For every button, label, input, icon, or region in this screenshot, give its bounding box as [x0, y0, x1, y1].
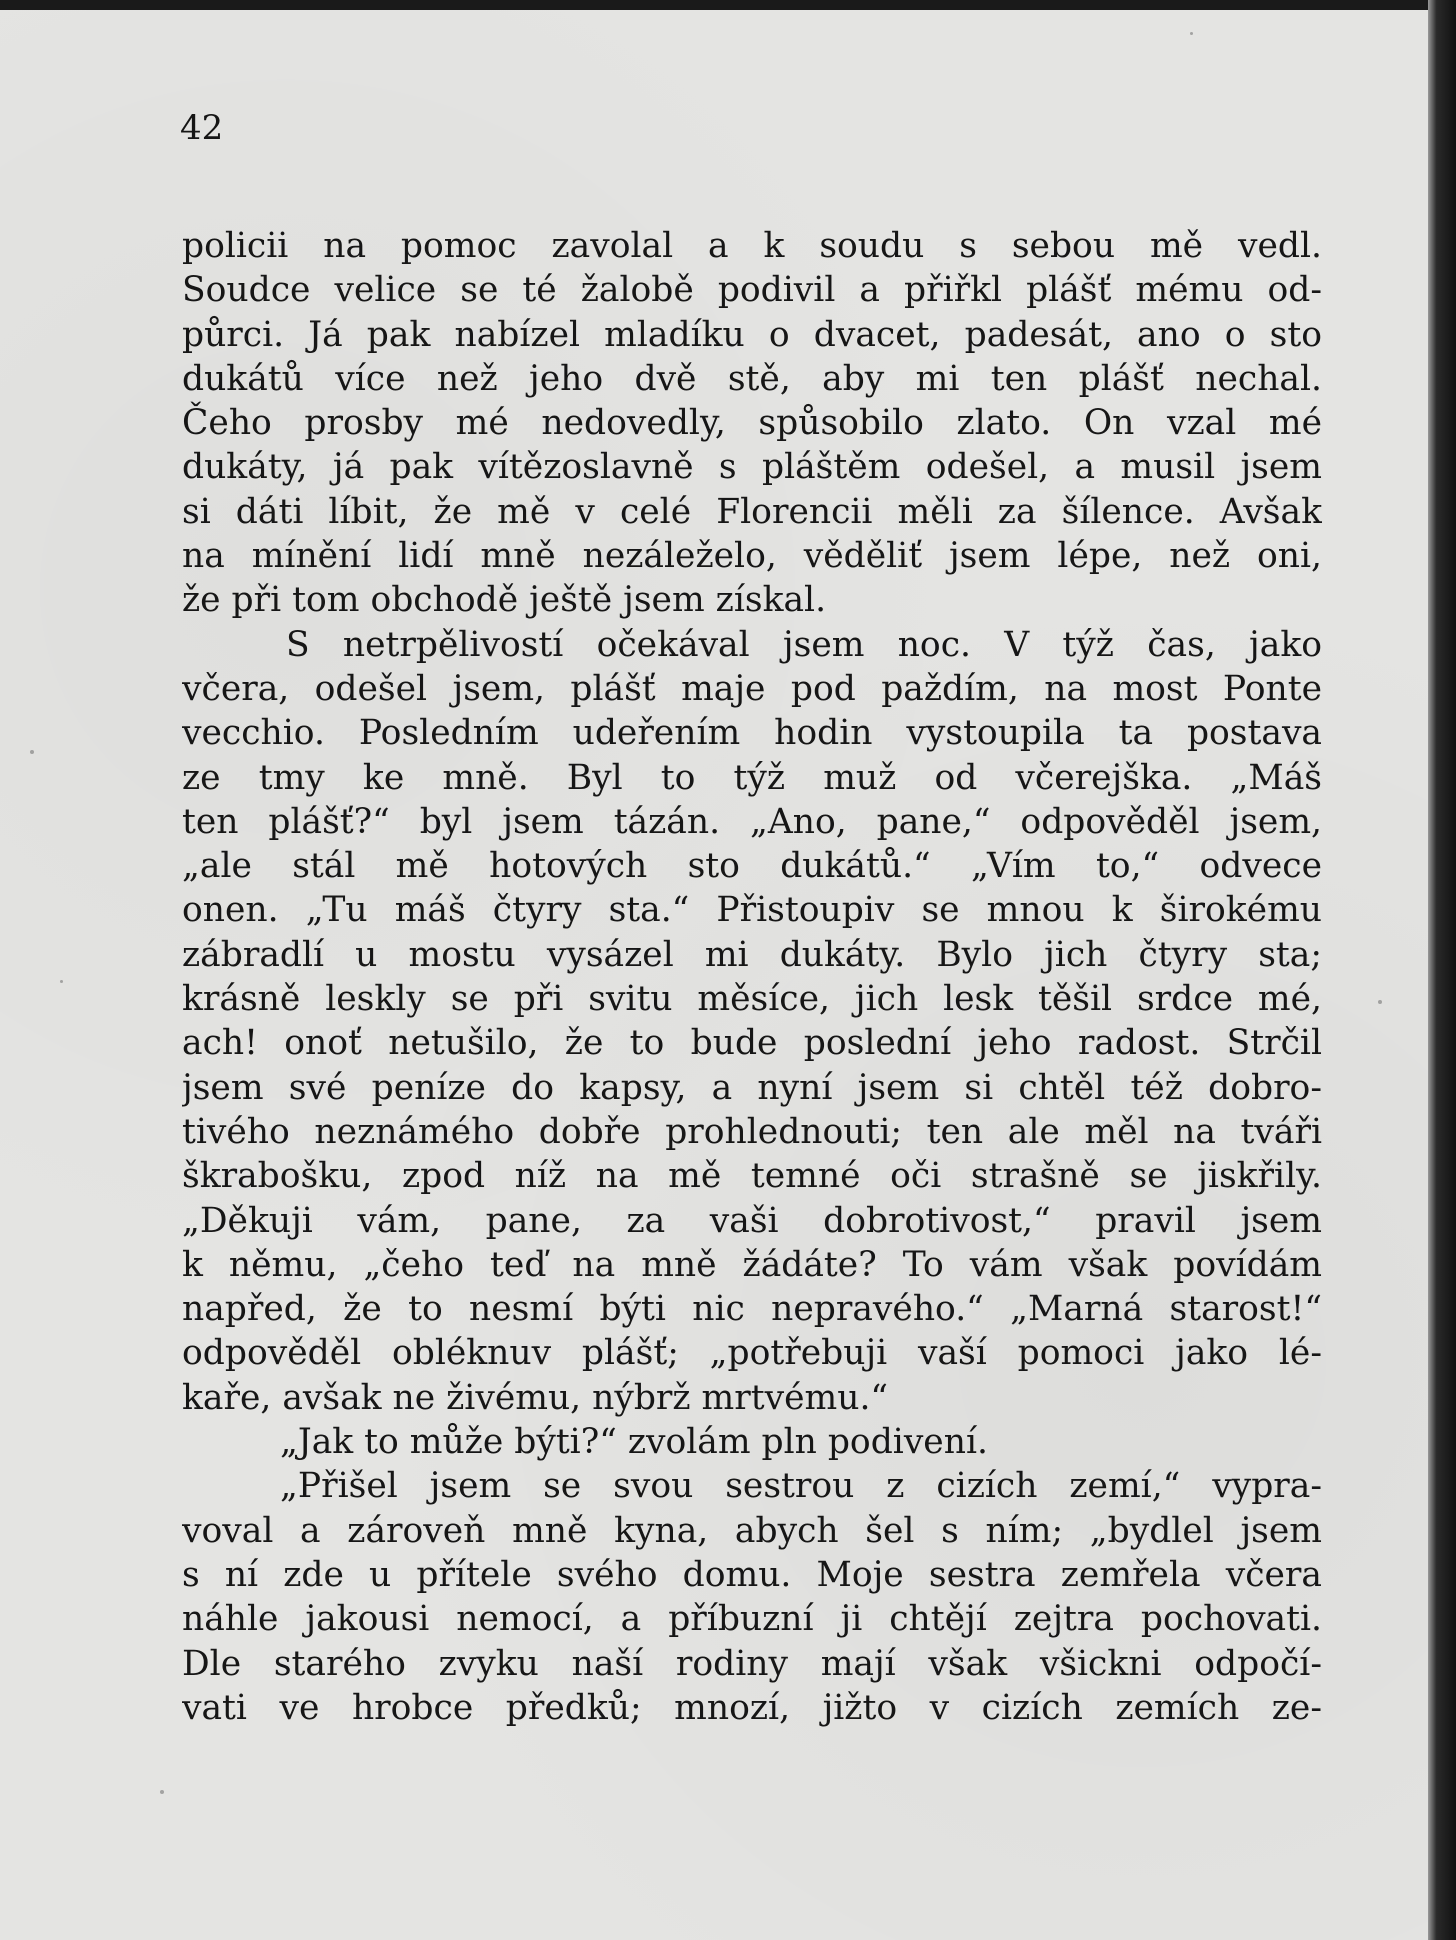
text-line: kaře, avšak ne živému, nýbrž mrtvému.“: [182, 1377, 889, 1418]
text-line: s ní zde u přítele svého domu. Moje sestra zemřela včera: [182, 1554, 1322, 1595]
text-line: půrci. Já pak nabízel mladíku o dvacet, padesát, ano o sto: [182, 314, 1322, 355]
text-line: „Přišel jsem se svou sestrou z cizích zemí,“ vypra-: [280, 1466, 1322, 1507]
text-line: krásně leskly se při svitu měsíce, jich lesk těšil srdce mé,: [182, 979, 1322, 1020]
page-number: 42: [180, 108, 224, 148]
text-line: že při tom obchodě ještě jsem získal.: [182, 580, 827, 621]
text-line: odpověděl obléknuv plášť; „potřebuji vaší pomoci jako lé-: [182, 1333, 1322, 1374]
text-line: onen. „Tu máš čtyry sta.“ Přistoupiv se mnou k širokému: [182, 890, 1322, 931]
paper-speck: [1378, 1000, 1382, 1004]
text-line: na mínění lidí mně nezáleželo, věděliť jsem lépe, než oni,: [182, 536, 1322, 577]
page-edge-shadow: [1428, 0, 1456, 1940]
paper-speck: [1190, 32, 1193, 35]
text-line: jsem své peníze do kapsy, a nyní jsem si chtěl též dobro-: [182, 1067, 1322, 1108]
text-line: ze tmy ke mně. Byl to týž muž od včerejška. „Máš: [182, 757, 1322, 798]
book-page: [0, 10, 1428, 1940]
paper-speck: [60, 980, 63, 983]
text-line: škrabošku, zpod níž na mě temné oči strašně se jiskřily.: [182, 1156, 1322, 1197]
text-line: voval a zároveň mně kyna, abych šel s ním; „bydlel jsem: [182, 1510, 1322, 1551]
text-line: napřed, že to nesmí býti nic nepravého.“ „Marná starost!“: [182, 1289, 1322, 1330]
text-line: „Jak to může býti?“ zvolám pln podivení.: [280, 1422, 988, 1463]
text-line: „Děkuji vám, pane, za vaši dobrotivost,“ pravil jsem: [182, 1200, 1322, 1241]
text-line: Čeho prosby mé nedovedly, spůsobilo zlato. On vzal mé: [182, 403, 1322, 444]
text-line: Dle starého zvyku naší rodiny mají však všickni odpočí-: [182, 1643, 1322, 1684]
text-line: dukátů více než jeho dvě stě, aby mi ten plášť nechal.: [182, 358, 1322, 399]
text-line: policii na pomoc zavolal a k soudu s sebou mě vedl.: [182, 226, 1322, 266]
text-line: zábradlí u mostu vysázel mi dukáty. Bylo jich čtyry sta;: [182, 934, 1322, 975]
text-line: Soudce velice se té žalobě podivil a přiřkl plášť mému od-: [182, 270, 1322, 311]
text-line: ten plášť?“ byl jsem tázán. „Ano, pane,“ odpověděl jsem,: [182, 801, 1322, 842]
text-line: tivého neznámého dobře prohlednouti; ten ale měl na tváři: [182, 1111, 1322, 1152]
text-line: vati ve hrobce předků; mnozí, jižto v cizích zemích ze-: [182, 1687, 1322, 1728]
text-line: včera, odešel jsem, plášť maje pod paždím, na most Ponte: [182, 668, 1322, 709]
text-line: vecchio. Posledním udeřením hodin vystoupila ta postava: [182, 713, 1322, 754]
text-line: k němu, „čeho teď na mně žádáte? To vám však povídám: [182, 1244, 1322, 1285]
text-line: náhle jakousi nemocí, a příbuzní ji chtějí zejtra pochovati.: [182, 1599, 1322, 1640]
text-line: ach! onoť netušilo, že to bude poslední jeho radost. Strčil: [182, 1023, 1322, 1064]
body-text: [182, 224, 1322, 1730]
text-line: „ale stál mě hotových sto dukátů.“ „Vím to,“ odvece: [182, 846, 1322, 887]
text-line: dukáty, já pak vítězoslavně s pláštěm odešel, a musil jsem: [182, 447, 1322, 488]
paper-speck: [160, 1790, 164, 1794]
text-line: S netrpělivostí očekával jsem noc. V týž čas, jako: [286, 624, 1322, 665]
text-line: si dáti líbit, že mě v celé Florencii měli za šílence. Avšak: [182, 491, 1322, 532]
paper-speck: [30, 750, 34, 754]
